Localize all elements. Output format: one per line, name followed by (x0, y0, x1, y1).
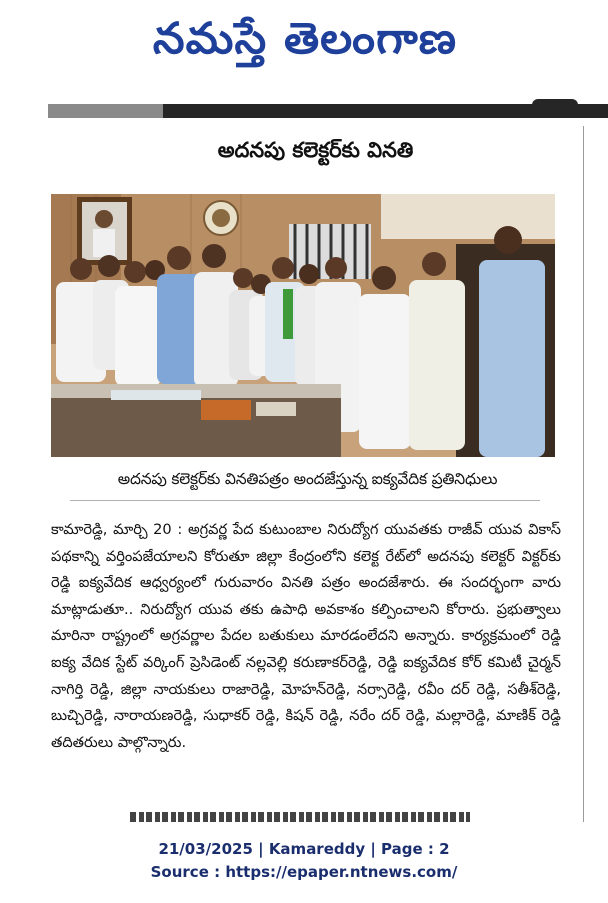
masthead-bar-left (48, 104, 163, 118)
footer-date-line: 21/03/2025 | Kamareddy | Page : 2 (158, 840, 450, 858)
masthead-bar-right (163, 104, 608, 118)
photo-caption: అదనపు కలెక్టర్‌కు వినతిపత్రం అందజేస్తున్న ఐక్యవేదిక ప్రతినిధులు (117, 470, 498, 488)
clipped-next-headline (130, 812, 470, 822)
footer-source-line: Source : https://epaper.ntnews.com/ (150, 863, 458, 881)
masthead-bar-tab (532, 99, 578, 106)
column-rule (583, 126, 584, 822)
article-body: కామారెడ్డి, మార్చి 20 : అగ్రవర్ణ పేద కుటుంబాల నిరుద్యోగ యువతకు రాజీవ్ యువ వికాస్ పథకాన్ని వర్తింపజేయాలని కోరుతూ జిల్లా కేంద్రంలోని కలెక్ట రేట్‌లో అదనపు కలెక్టర్ విక్టర్‌కు రెడ్డి ఐక్యవేదిక ఆధ్వర్యంలో గురువారం వినతి పత్రం అందజేశారు. ఈ సందర్భంగా వారు మాట్లాడుతూ.. నిరుద్యోగ యువ తకు ఉపాధి అవకాశం కల్పించాలని కోరారు. ప్రభుత్వాలు మారినా రాష్ట్రంలో అగ్రవర్ణాల పేదల బతుకులు మారడంలేదని అన్నారు. కార్యక్రమంలో రెడ్డి ఐక్య వేదిక స్టేట్ వర్కింగ్ ప్రెసిడెంట్ నల్లవెల్లి కరుణాకర్‌రెడ్డి, రెడ్డి ఐక్యవేదిక కోర్ కమిటీ చైర్మన్ నాగిర్తి రెడ్డి, జిల్లా నాయకులు రాజారెడ్డి, మోహన్‌రెడ్డి, నర్సారెడ్డి, రవీం దర్ రెడ్డి, సతీశ్‌రెడ్డి, బుచ్చిరెడ్డి, నారాయణరెడ్డి, సుధాకర్ రెడ్డి, కిషన్ రెడ్డి, నరేం దర్ రెడ్డి, మల్లారెడ్డి, మాణిక్ రెడ్డి తదితరులు పాల్గొన్నారు. (51, 521, 561, 751)
news-photo (51, 194, 555, 457)
article-headline: అదనపు కలెక్టర్‌కు వినతి (217, 138, 414, 162)
newspaper-masthead: నమస్తే తెలంగాణ (152, 14, 458, 64)
caption-divider (70, 500, 540, 501)
